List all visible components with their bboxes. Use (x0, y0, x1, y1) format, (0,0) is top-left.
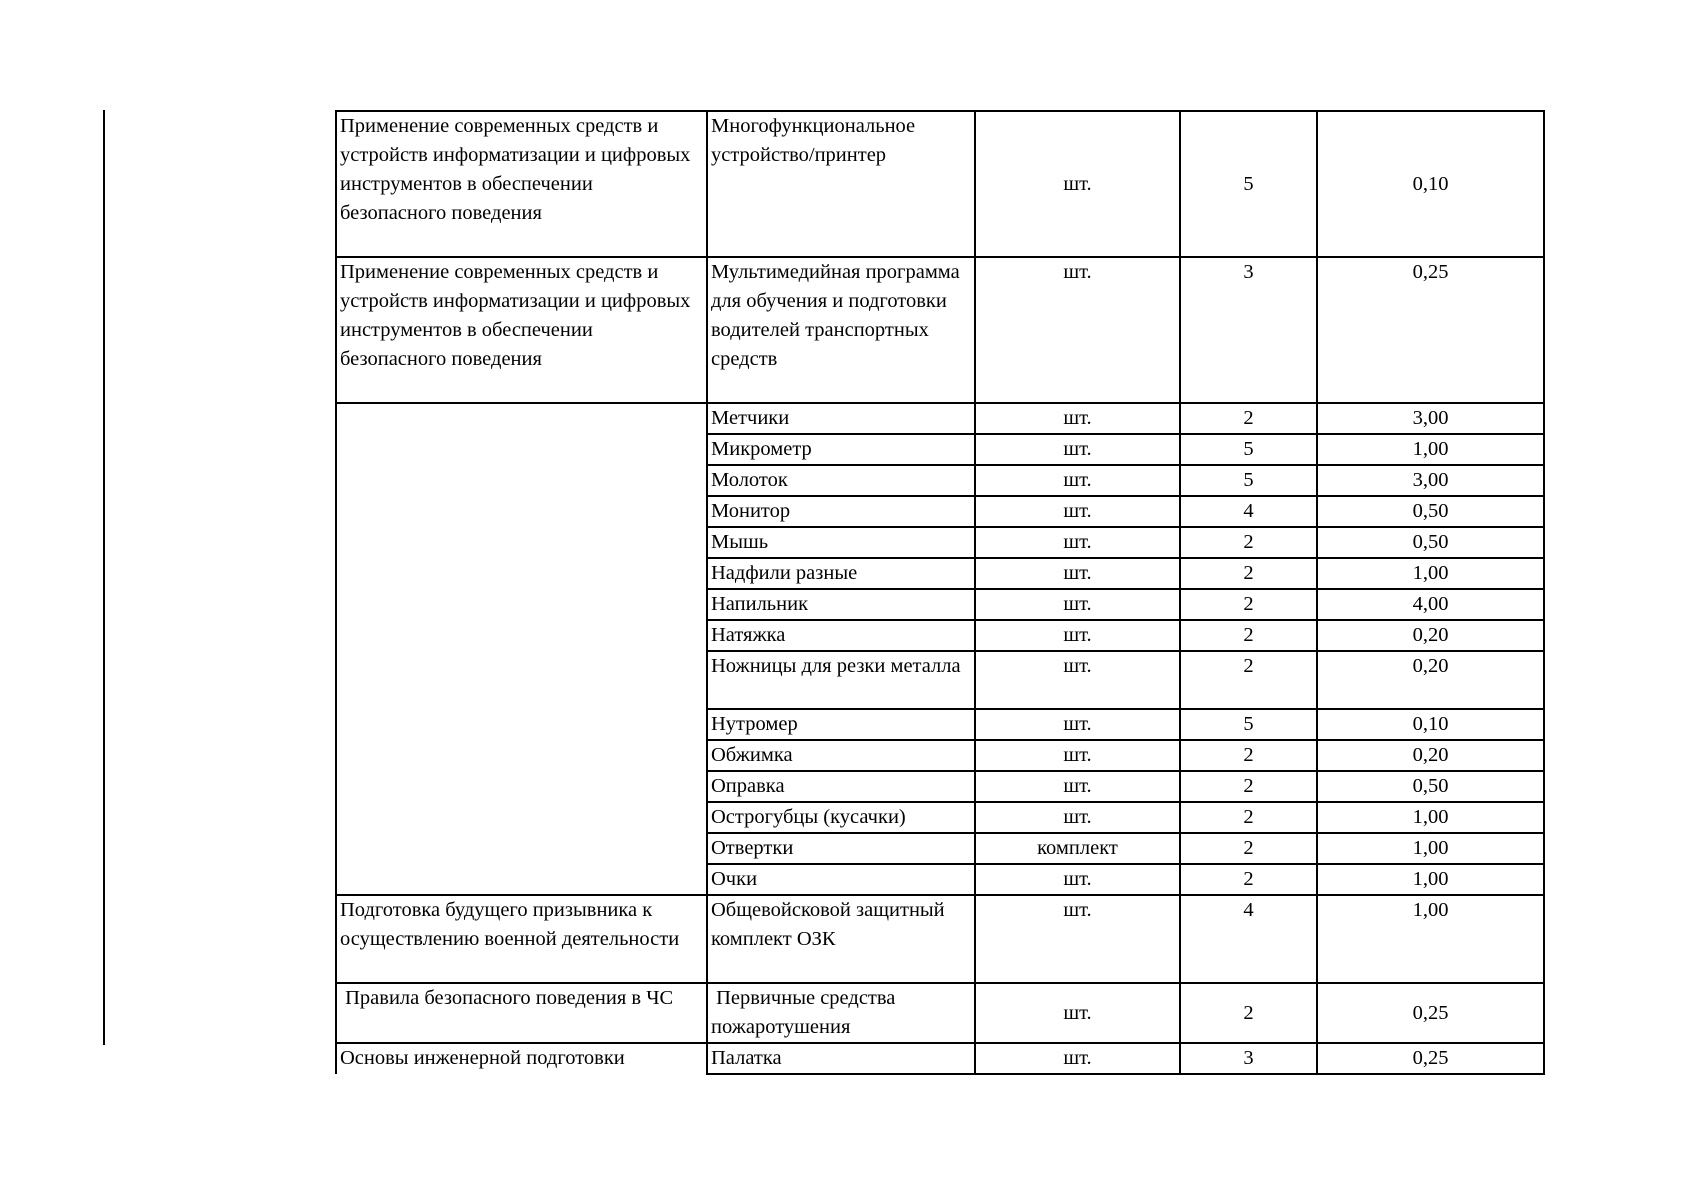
table-row (336, 111, 1544, 257)
qty-cell: 5 (1180, 111, 1317, 257)
norm-cell: 1,00 (1317, 802, 1544, 833)
item-cell: Оправка (707, 771, 975, 802)
qty-cell: 2 (1180, 740, 1317, 771)
unit-cell: шт. (975, 740, 1180, 771)
qty-cell: 4 (1180, 895, 1317, 983)
norm-cell: 0,10 (1317, 709, 1544, 740)
qty-cell: 2 (1180, 864, 1317, 895)
item-cell: Мышь (707, 527, 975, 558)
unit-cell: шт. (975, 864, 1180, 895)
equipment-table (335, 110, 1545, 1075)
norm-cell: 1,00 (1317, 895, 1544, 983)
qty-cell: 2 (1180, 527, 1317, 558)
norm-cell: 0,25 (1317, 257, 1544, 403)
item-cell: Напильник (707, 589, 975, 620)
unit-cell: шт. (975, 651, 1180, 709)
unit-cell: шт. (975, 111, 1180, 257)
unit-cell: шт. (975, 802, 1180, 833)
unit-cell: шт. (975, 558, 1180, 589)
qty-cell: 5 (1180, 465, 1317, 496)
qty-cell: 3 (1180, 257, 1317, 403)
unit-cell: шт. (975, 895, 1180, 983)
item-cell: Микрометр (707, 434, 975, 465)
norm-cell: 0,50 (1317, 527, 1544, 558)
unit-cell: шт. (975, 434, 1180, 465)
norm-cell: 0,25 (1317, 1043, 1544, 1074)
qty-cell: 3 (1180, 1043, 1317, 1074)
qty-cell: 2 (1180, 651, 1317, 709)
qty-cell: 2 (1180, 589, 1317, 620)
qty-cell: 5 (1180, 709, 1317, 740)
table-row (336, 983, 1544, 1043)
topic-cell: Основы инженерной подготовки (336, 1043, 707, 1074)
unit-cell: шт. (975, 496, 1180, 527)
item-cell: Первичные средства пожаротушения (707, 983, 975, 1043)
item-cell: Острогубцы (кусачки) (707, 802, 975, 833)
unit-cell: шт. (975, 709, 1180, 740)
item-cell: Натяжка (707, 620, 975, 651)
unit-cell: шт. (975, 465, 1180, 496)
table-row (336, 1043, 1544, 1074)
norm-cell: 3,00 (1317, 465, 1544, 496)
norm-cell: 0,20 (1317, 651, 1544, 709)
unit-cell: шт. (975, 983, 1180, 1043)
table-row (336, 895, 1544, 983)
table-row (336, 257, 1544, 403)
qty-cell: 2 (1180, 983, 1317, 1043)
norm-cell: 0,20 (1317, 620, 1544, 651)
item-cell: Палатка (707, 1043, 975, 1074)
item-cell: Монитор (707, 496, 975, 527)
unit-cell: шт. (975, 620, 1180, 651)
unit-cell: шт. (975, 771, 1180, 802)
unit-cell: шт. (975, 527, 1180, 558)
norm-cell: 0,25 (1317, 983, 1544, 1043)
qty-cell: 4 (1180, 496, 1317, 527)
item-cell: Надфили разные (707, 558, 975, 589)
norm-cell: 0,10 (1317, 111, 1544, 257)
table-row (336, 403, 1544, 434)
topic-cell: Применение современных средств и устройств информатизации и цифровых инструментов в обеспечении безопасного поведения (336, 111, 707, 257)
qty-cell: 2 (1180, 558, 1317, 589)
norm-cell: 1,00 (1317, 434, 1544, 465)
unit-cell: шт. (975, 403, 1180, 434)
qty-cell: 2 (1180, 771, 1317, 802)
norm-cell: 0,50 (1317, 771, 1544, 802)
topic-cell: Подготовка будущего призывника к осуществлению военной деятельности (336, 895, 707, 983)
item-cell: Отвертки (707, 833, 975, 864)
item-cell: Молоток (707, 465, 975, 496)
norm-cell: 3,00 (1317, 403, 1544, 434)
item-cell: Ножницы для резки металла (707, 651, 975, 709)
unit-cell: шт. (975, 257, 1180, 403)
qty-cell: 5 (1180, 434, 1317, 465)
item-cell: Обжимка (707, 740, 975, 771)
item-cell: Нутромер (707, 709, 975, 740)
topic-cell: Правила безопасного поведения в ЧС (336, 983, 707, 1043)
norm-cell: 1,00 (1317, 833, 1544, 864)
qty-cell: 2 (1180, 403, 1317, 434)
norm-cell: 0,20 (1317, 740, 1544, 771)
norm-cell: 1,00 (1317, 864, 1544, 895)
unit-cell: комплект (975, 833, 1180, 864)
norm-cell: 1,00 (1317, 558, 1544, 589)
norm-cell: 4,00 (1317, 589, 1544, 620)
qty-cell: 2 (1180, 620, 1317, 651)
item-cell: Очки (707, 864, 975, 895)
unit-cell: шт. (975, 1043, 1180, 1074)
item-cell: Мультимедийная программа для обучения и подготовки водителей транспортных средств (707, 257, 975, 403)
left-margin-rule (103, 110, 105, 1045)
topic-cell-empty (336, 403, 707, 895)
qty-cell: 2 (1180, 833, 1317, 864)
topic-cell: Применение современных средств и устройств информатизации и цифровых инструментов в обеспечении безопасного поведения (336, 257, 707, 403)
norm-cell: 0,50 (1317, 496, 1544, 527)
item-cell: Общевойсковой защитный комплект ОЗК (707, 895, 975, 983)
qty-cell: 2 (1180, 802, 1317, 833)
unit-cell: шт. (975, 589, 1180, 620)
item-cell: Метчики (707, 403, 975, 434)
item-cell: Многофункциональное устройство/принтер (707, 111, 975, 257)
